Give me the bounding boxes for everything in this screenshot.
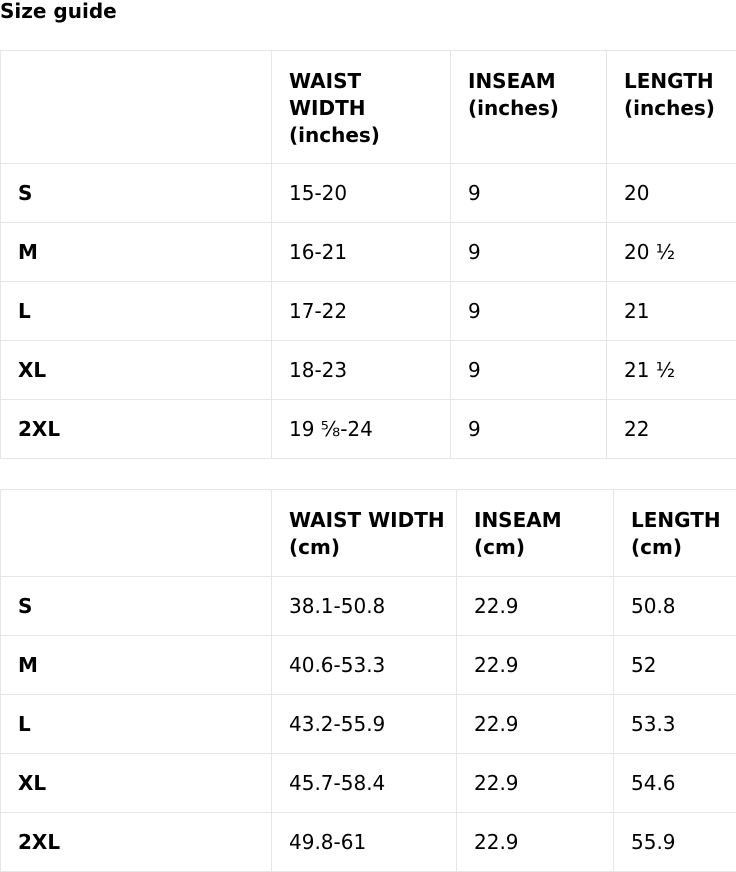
header-waist-width: WAIST WIDTH (cm) <box>272 490 457 577</box>
length-cell: 50.8 <box>614 577 736 636</box>
inseam-cell: 22.9 <box>457 577 614 636</box>
size-cell: 2XL <box>1 400 272 459</box>
size-cell: S <box>1 577 272 636</box>
waist-width-cell: 17-22 <box>272 282 451 341</box>
header-length: LENGTH (inches) <box>607 51 736 164</box>
table-row <box>1 282 736 341</box>
waist-width-cell: 45.7-58.4 <box>272 754 457 813</box>
length-cell: 52 <box>614 636 736 695</box>
inseam-cell: 9 <box>451 164 607 223</box>
size-cell: L <box>1 695 272 754</box>
size-cell: 2XL <box>1 813 272 872</box>
table-row <box>1 813 736 872</box>
table-row <box>1 695 736 754</box>
table-header-row <box>1 490 736 577</box>
header-inseam: INSEAM (inches) <box>451 51 607 164</box>
inseam-cell: 9 <box>451 341 607 400</box>
size-cell: L <box>1 282 272 341</box>
size-cell: XL <box>1 341 272 400</box>
waist-width-cell: 19 ⅝-24 <box>272 400 451 459</box>
table-header-row <box>1 51 736 164</box>
size-cell: XL <box>1 754 272 813</box>
inseam-cell: 9 <box>451 223 607 282</box>
inseam-cell: 22.9 <box>457 695 614 754</box>
table-row <box>1 223 736 282</box>
inseam-cell: 22.9 <box>457 636 614 695</box>
length-cell: 21 <box>607 282 736 341</box>
waist-width-cell: 16-21 <box>272 223 451 282</box>
table-row <box>1 577 736 636</box>
table-row <box>1 636 736 695</box>
waist-width-cell: 18-23 <box>272 341 451 400</box>
table-row <box>1 754 736 813</box>
table-row <box>1 400 736 459</box>
size-table-cm <box>0 489 736 872</box>
inseam-cell: 9 <box>451 400 607 459</box>
header-size <box>1 490 272 577</box>
header-inseam: INSEAM (cm) <box>457 490 614 577</box>
length-cell: 55.9 <box>614 813 736 872</box>
size-cell: S <box>1 164 272 223</box>
inseam-cell: 22.9 <box>457 813 614 872</box>
length-cell: 54.6 <box>614 754 736 813</box>
table-row <box>1 341 736 400</box>
waist-width-cell: 38.1-50.8 <box>272 577 457 636</box>
header-length: LENGTH (cm) <box>614 490 736 577</box>
size-table-inches <box>0 50 736 459</box>
inseam-cell: 22.9 <box>457 754 614 813</box>
length-cell: 20 <box>607 164 736 223</box>
waist-width-cell: 15-20 <box>272 164 451 223</box>
waist-width-cell: 40.6-53.3 <box>272 636 457 695</box>
length-cell: 53.3 <box>614 695 736 754</box>
inseam-cell: 9 <box>451 282 607 341</box>
size-cell: M <box>1 636 272 695</box>
waist-width-cell: 43.2-55.9 <box>272 695 457 754</box>
page-title: Size guide <box>0 0 117 24</box>
size-cell: M <box>1 223 272 282</box>
header-size <box>1 51 272 164</box>
length-cell: 21 ½ <box>607 341 736 400</box>
header-waist-width: WAIST WIDTH (inches) <box>272 51 451 164</box>
table-row <box>1 164 736 223</box>
length-cell: 22 <box>607 400 736 459</box>
length-cell: 20 ½ <box>607 223 736 282</box>
waist-width-cell: 49.8-61 <box>272 813 457 872</box>
